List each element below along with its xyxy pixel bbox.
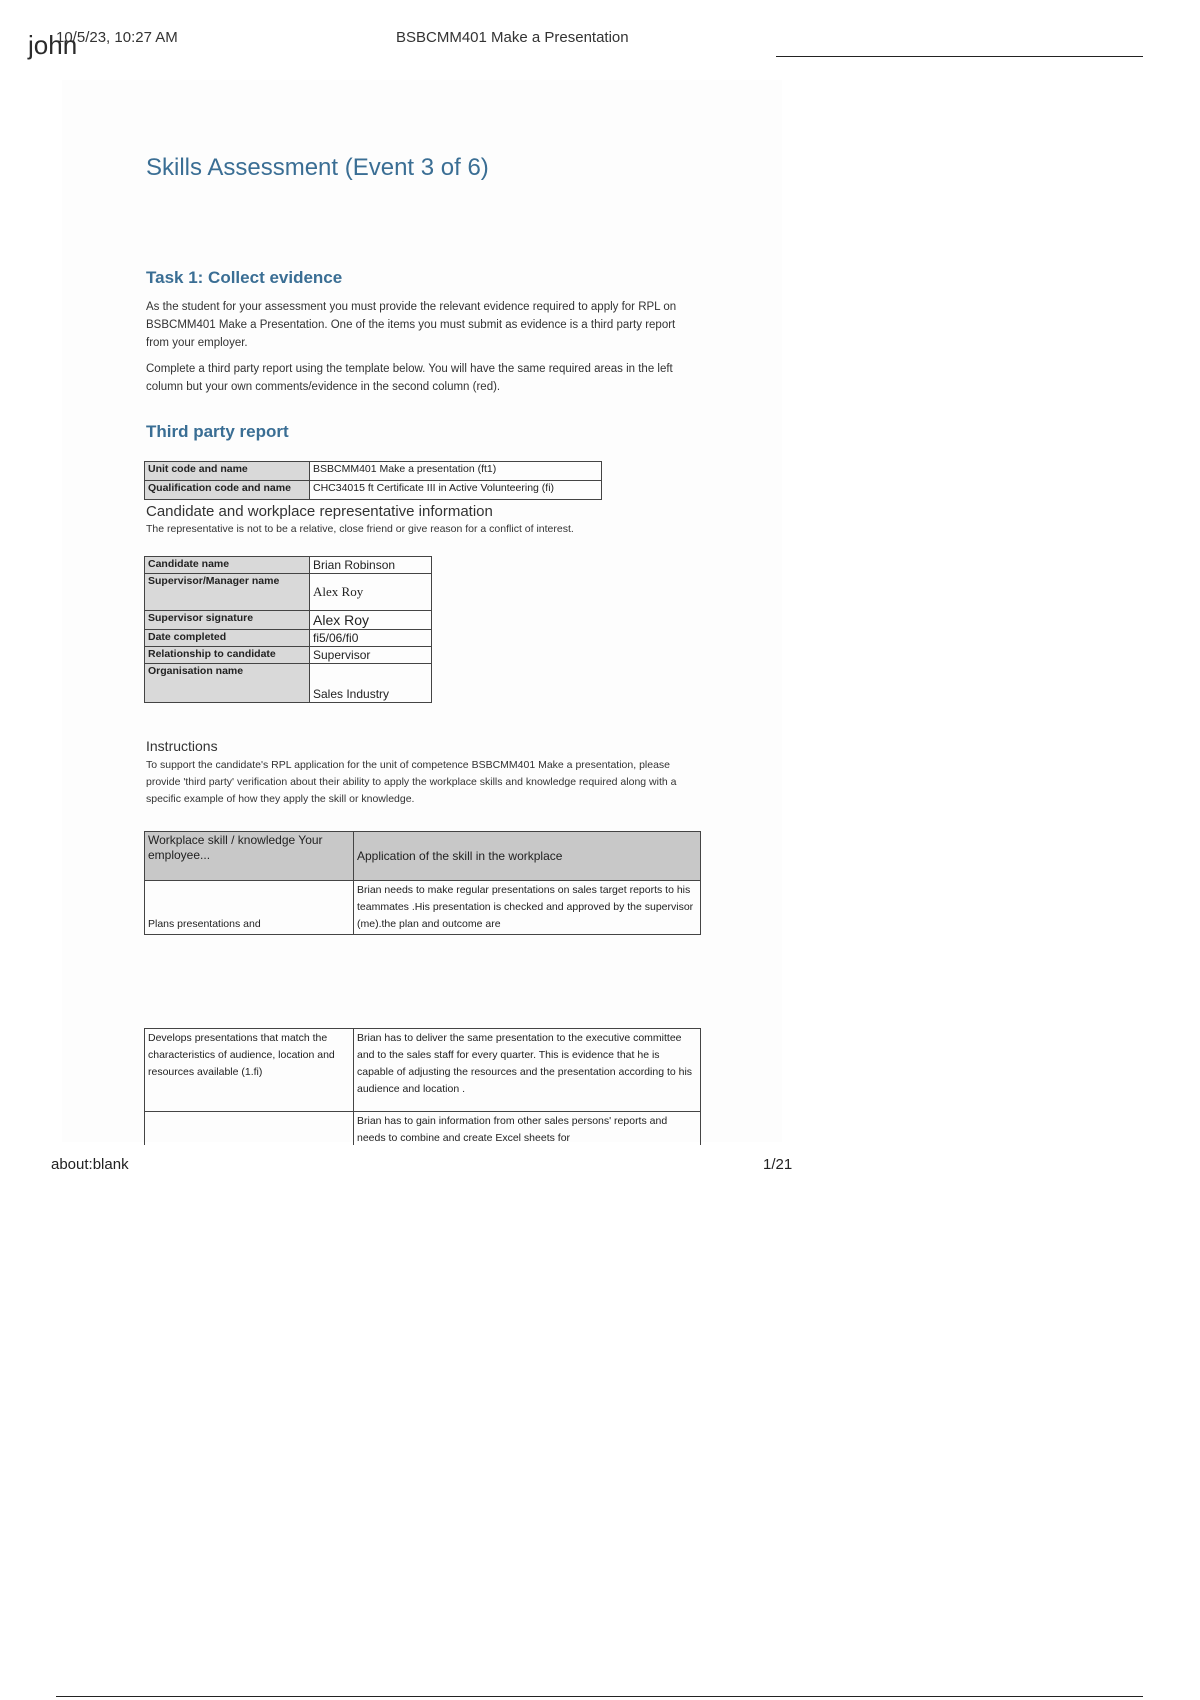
skills-table-segment [140, 828, 720, 939]
task-paragraph: Complete a third party report using the template below. You will have the same required areas in the left column but your own comments/evidence in the second column (red). [146, 363, 673, 393]
skills-table [144, 831, 701, 935]
skill-column-header: Workplace skill / knowledge Your employee... [145, 832, 354, 881]
candidate-name-value: Brian Robinson [310, 557, 432, 574]
supervisor-signature-label: Supervisor signature [145, 611, 310, 630]
supervisor-name-value: Alex Roy [310, 574, 432, 611]
table-row [145, 611, 432, 630]
relationship-value: Supervisor [310, 647, 432, 664]
table-row [145, 664, 432, 703]
bottom-divider [56, 1696, 1143, 1697]
table-row [145, 481, 602, 500]
relationship-label: Relationship to candidate [145, 647, 310, 664]
organisation-value: Sales Industry [310, 664, 432, 703]
document-title: Skills Assessment (Event 3 of 6) [146, 154, 489, 181]
organisation-label: Organisation name [145, 664, 310, 703]
application-cell: Brian has to deliver the same presentation to the executive committee and to the sales staff for every quarter. This is evidence that he is capable of adjusting the resources and the presentation according to his audience and location . [354, 1029, 701, 1112]
table-row [145, 574, 432, 611]
skill-cell: Develops presentations that match the characteristics of audience, location and resources available (1.fi) [145, 1029, 354, 1112]
instructions-text: To support the candidate's RPL application for the unit of competence BSBCMM401 Make a presentation, please provide 'third party' verification about their ability to apply the workplace skills and knowledge required along with a specific example of how they apply the skill or knowledge. [146, 759, 677, 805]
skill-cell [145, 1112, 354, 1146]
table-header-row [145, 832, 701, 881]
task-heading: Task 1: Collect evidence [146, 268, 343, 287]
print-page-number: 1/21 [763, 1156, 793, 1173]
table-row [145, 1029, 701, 1112]
unit-label: Unit code and name [145, 462, 310, 481]
table-row [145, 462, 602, 481]
supervisor-name-label: Supervisor/Manager name [145, 574, 310, 611]
table-row [145, 1112, 701, 1146]
qualification-label: Qualification code and name [145, 481, 310, 500]
user-watermark: john [28, 30, 78, 60]
application-cell: Brian has to gain information from other sales persons' reports and needs to combine and create Excel sheets for [354, 1112, 701, 1146]
table-row [145, 647, 432, 664]
table-row [145, 557, 432, 574]
supervisor-signature-value: Alex Roy [310, 611, 432, 630]
unit-table [144, 461, 602, 500]
unit-value: BSBCMM401 Make a presentation (ft1) [310, 462, 602, 481]
candidate-heading: Candidate and workplace representative information [146, 503, 493, 520]
qualification-value: CHC34015 ft Certificate III in Active Volunteering (fi) [310, 481, 602, 500]
print-datetime: 10/5/23, 10:27 AM [56, 29, 178, 46]
application-cell: Brian needs to make regular presentations on sales target reports to his teammates .His presentation is checked and approved by the supervisor (me).the plan and outcome are [354, 881, 701, 935]
application-column-header: Application of the skill in the workplace [354, 832, 701, 881]
print-footer-url: about:blank [51, 1156, 129, 1173]
print-document-title: BSBCMM401 Make a Presentation [396, 29, 629, 46]
candidate-name-label: Candidate name [145, 557, 310, 574]
skills-table-segment [140, 1027, 720, 1145]
date-completed-label: Date completed [145, 630, 310, 647]
task-paragraph: As the student for your assessment you must provide the relevant evidence required to apply for RPL on BSBCMM401 Make a Presentation. One of the items you must submit as evidence is a third party report from your employer. [146, 301, 677, 349]
table-row [145, 630, 432, 647]
candidate-note: The representative is not to be a relative, close friend or give reason for a conflict of interest. [146, 523, 574, 535]
skills-table [144, 1028, 701, 1145]
date-completed-value: fi5/06/fi0 [310, 630, 432, 647]
skill-cell: Plans presentations and [145, 881, 354, 935]
report-heading: Third party report [146, 422, 289, 441]
instructions-heading: Instructions [146, 738, 218, 754]
candidate-table [144, 556, 432, 703]
table-row [145, 881, 701, 935]
header-divider [776, 56, 1143, 57]
